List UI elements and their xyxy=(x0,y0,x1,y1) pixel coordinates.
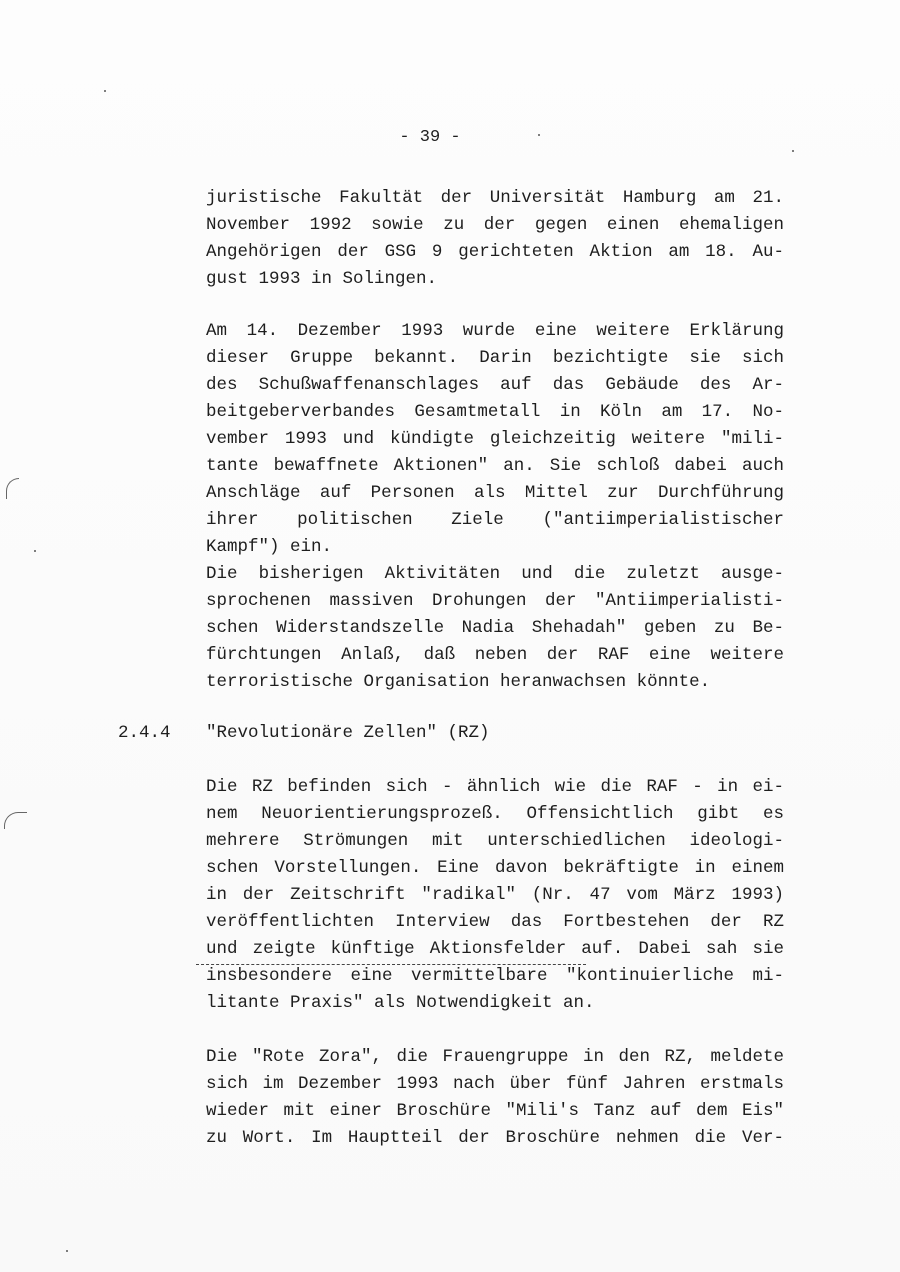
section-number: 2.4.4 xyxy=(118,723,171,743)
text-line: schen Vorstellungen. Eine davon bekräftigte in einem xyxy=(206,858,784,878)
scan-speck xyxy=(104,90,106,92)
scan-speck xyxy=(34,550,36,552)
text-line: ihrer politischen Ziele ("antiimperialistischer xyxy=(206,510,784,530)
text-line: Angehörigen der GSG 9 gerichteten Aktion am 18. Au- xyxy=(206,242,784,262)
text-line: Kampf") ein. xyxy=(206,537,333,557)
text-line: vember 1993 und kündigte gleichzeitig weitere "mili- xyxy=(206,429,784,449)
text-line: schen Widerstandszelle Nadia Shehadah" geben zu Be- xyxy=(206,618,784,638)
text-line: insbesondere eine vermittelbare "kontinuierliche mi- xyxy=(206,966,784,986)
text-line: des Schußwaffenanschlages auf das Gebäude des Ar- xyxy=(206,375,784,395)
margin-mark xyxy=(4,812,27,829)
text-line: Am 14. Dezember 1993 wurde eine weitere Erklärung xyxy=(206,321,784,341)
handwritten-underline xyxy=(196,962,586,965)
text-line: sich im Dezember 1993 nach über fünf Jahren erstmals xyxy=(206,1074,784,1094)
scan-speck xyxy=(792,150,794,152)
text-line: beitgeberverbandes Gesamtmetall in Köln am 17. No- xyxy=(206,402,784,422)
text-line: in der Zeitschrift "radikal" (Nr. 47 vom März 1993) xyxy=(206,885,784,905)
scan-speck xyxy=(538,134,540,136)
text-line: nem Neuorientierungsprozeß. Offensichtlich gibt es xyxy=(206,804,784,824)
text-line: sprochenen massiven Drohungen der "Antiimperialisti- xyxy=(206,591,784,611)
text-line: Die "Rote Zora", die Frauengruppe in den RZ, meldete xyxy=(206,1047,784,1067)
text-line: November 1992 sowie zu der gegen einen ehemaligen xyxy=(206,215,784,235)
text-line: tante bewaffnete Aktionen" an. Sie schloß dabei auch xyxy=(206,456,784,476)
text-line: fürchtungen Anlaß, daß neben der RAF eine weitere xyxy=(206,645,784,665)
text-line: gust 1993 in Solingen. xyxy=(206,269,438,289)
text-line: wieder mit einer Broschüre "Mili's Tanz auf dem Eis" xyxy=(206,1101,784,1121)
text-line: mehrere Strömungen mit unterschiedlichen ideologi- xyxy=(206,831,784,851)
text-line: Die RZ befinden sich - ähnlich wie die RAF - in ei- xyxy=(206,777,784,797)
text-line: Anschläge auf Personen als Mittel zur Durchführung xyxy=(206,483,784,503)
text-line: und zeigte künftige Aktionsfelder auf. Dabei sah sie xyxy=(206,939,784,959)
text-line: Die bisherigen Aktivitäten und die zuletzt ausge- xyxy=(206,564,784,584)
text-line: dieser Gruppe bekannt. Darin bezichtigte sie sich xyxy=(206,348,784,368)
text-line: veröffentlichten Interview das Fortbestehen der RZ xyxy=(206,912,784,932)
page-number: - 39 - xyxy=(399,128,461,147)
text-line: juristische Fakultät der Universität Hamburg am 21. xyxy=(206,188,784,208)
scan-speck xyxy=(66,1250,68,1252)
section-title: "Revolutionäre Zellen" (RZ) xyxy=(206,723,490,743)
text-line: zu Wort. Im Hauptteil der Broschüre nehmen die Ver- xyxy=(206,1128,784,1148)
text-line: terroristische Organisation heranwachsen könnte. xyxy=(206,672,711,692)
margin-mark xyxy=(6,478,19,499)
text-line: litante Praxis" als Notwendigkeit an. xyxy=(206,993,595,1013)
